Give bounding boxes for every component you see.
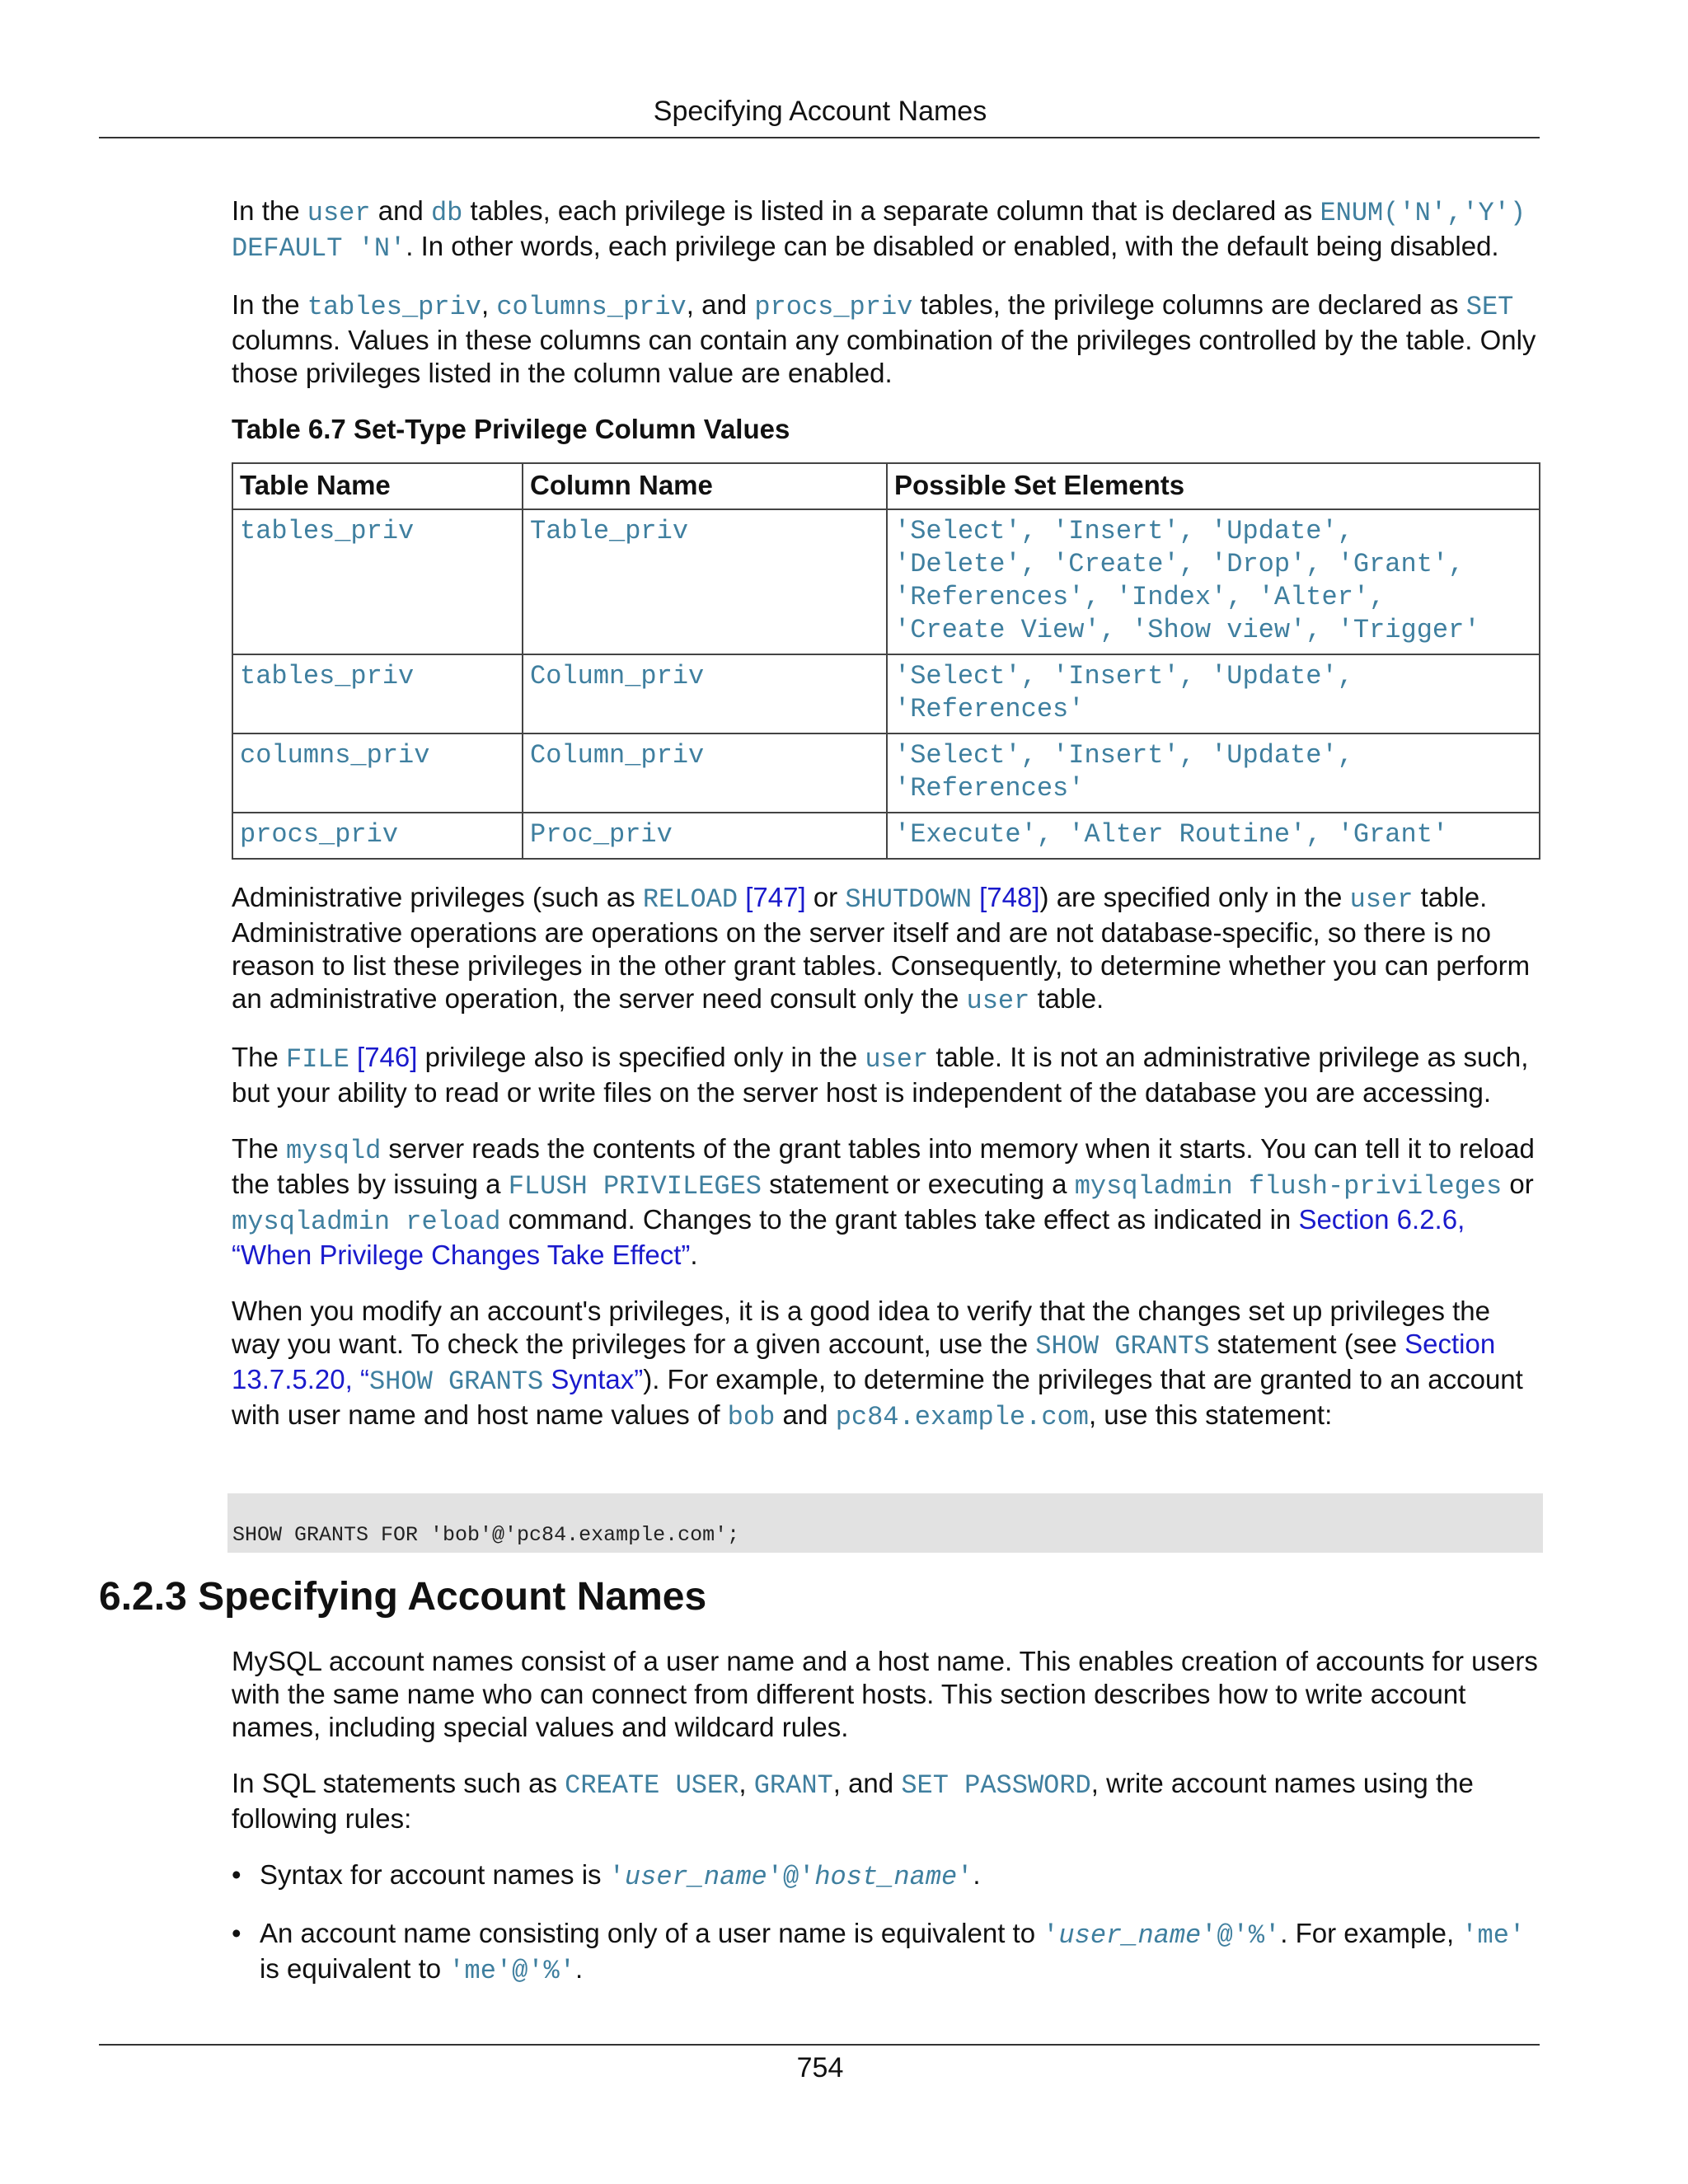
text: An account name consisting only of a user name is equivalent to xyxy=(260,1918,1043,1948)
code-columns-priv: columns_priv xyxy=(496,292,687,322)
text: , and xyxy=(686,289,755,320)
set-line: 'References', 'Index', 'Alter', xyxy=(894,582,1386,612)
text: or xyxy=(805,882,846,912)
set-line: 'Delete', 'Create', 'Drop', 'Grant', xyxy=(894,549,1465,579)
cell-table-name: tables_priv xyxy=(232,654,523,733)
text: . For example, xyxy=(1280,1918,1462,1948)
text: privilege also is specified only in the xyxy=(417,1042,865,1072)
code-host: pc84.example.com xyxy=(835,1402,1089,1432)
code-quote: '@' xyxy=(767,1862,815,1892)
code-quote: ' xyxy=(957,1862,973,1892)
table-row xyxy=(232,733,1540,813)
code-account-default-host xyxy=(1043,1920,1280,1951)
paragraph-show-grants xyxy=(232,1295,1542,1434)
table-row xyxy=(232,509,1540,654)
cell-column-name: Table_priv xyxy=(523,509,887,654)
code-mysqld: mysqld xyxy=(286,1136,382,1166)
code-shutdown: SHUTDOWN xyxy=(845,884,972,915)
set-line: 'Select', 'Insert', 'Update', xyxy=(894,740,1353,771)
code-set-password: SET PASSWORD xyxy=(901,1770,1091,1801)
code-mysqladmin-flush: mysqladmin flush-privileges xyxy=(1074,1171,1503,1202)
paragraph-set-columns xyxy=(232,288,1542,390)
code-flush-privileges: FLUSH PRIVILEGES xyxy=(508,1171,762,1202)
code-grant: GRANT xyxy=(753,1770,833,1801)
link-text: Syntax” xyxy=(543,1364,644,1394)
text: The xyxy=(232,1133,287,1164)
code-user: user xyxy=(307,198,371,228)
bullet-icon: • xyxy=(232,1918,241,1948)
paragraph-mysqld-reload xyxy=(232,1132,1542,1272)
text: table. xyxy=(1029,983,1104,1014)
text: . xyxy=(690,1240,698,1270)
footer-divider xyxy=(99,2044,1540,2046)
code-file: FILE xyxy=(286,1044,349,1075)
text: When you modify an account's privileges, it is a good idea to verify that the changes set up privileges the way you want. To check the privileges for a given account, use the xyxy=(232,1296,1490,1359)
code-user: user xyxy=(865,1044,929,1075)
set-line: 'References' xyxy=(894,773,1085,804)
set-line: 'Create View', 'Show view', 'Trigger' xyxy=(894,615,1480,645)
cell-set-elements xyxy=(887,509,1540,654)
ref-link-748[interactable]: [748] xyxy=(971,882,1040,912)
text: ) are specified only in the xyxy=(1039,882,1350,912)
cell-table-name: procs_priv xyxy=(232,813,523,859)
section-heading: 6.2.3 Specifying Account Names xyxy=(99,1575,707,1619)
table-row xyxy=(232,654,1540,733)
header-column-name: Column Name xyxy=(523,463,887,509)
text: server reads the contents of the grant tables into memory when it starts. You can tell it to reload the tables by issuing a xyxy=(232,1133,1535,1199)
text: statement or executing a xyxy=(761,1169,1075,1199)
cell-set-elements xyxy=(887,654,1540,733)
text: is equivalent to xyxy=(260,1953,449,1984)
cell-column-name: Column_priv xyxy=(523,733,887,813)
header-possible-set-elements: Possible Set Elements xyxy=(887,463,1540,509)
text: , and xyxy=(832,1768,902,1798)
code-account-syntax xyxy=(609,1862,973,1892)
text: or xyxy=(1502,1169,1534,1199)
table-header-row xyxy=(232,463,1540,509)
paragraph-account-names-intro: MySQL account names consist of a user name and a host name. This enables creation of accounts for users with the same name who can connect from different hosts. This section describes how to write account names, including special values and wildcard rules. xyxy=(232,1646,1538,1742)
code-placeholder: user_name xyxy=(1058,1920,1202,1951)
section-link-6-2-6[interactable]: Section 6.2.6, “When Privilege Changes Take Effect” xyxy=(232,1204,1465,1270)
text: , xyxy=(481,289,497,320)
link-text: Section 13.7.5.20, “ xyxy=(232,1329,1496,1394)
text: . xyxy=(574,1953,584,1984)
cell-set-elements xyxy=(887,813,1540,859)
cell-column-name: Column_priv xyxy=(523,654,887,733)
text: The xyxy=(232,1042,287,1072)
paragraph-enum-columns xyxy=(232,194,1542,265)
list-item xyxy=(232,1917,1542,1988)
code-db: db xyxy=(430,198,463,228)
text: and xyxy=(370,195,431,226)
set-line: 'Select', 'Insert', 'Update', xyxy=(894,661,1353,691)
code-set: SET xyxy=(1465,292,1514,322)
ref-link-747[interactable]: [747] xyxy=(738,882,806,912)
text: tables, each privilege is listed in a separate column that is declared as xyxy=(462,195,1320,226)
text: . xyxy=(973,1859,981,1890)
code-me-any-host: 'me'@'%' xyxy=(448,1956,575,1986)
list-item xyxy=(232,1858,1542,1894)
text: , write account names using the following rules: xyxy=(232,1768,1474,1834)
text: and xyxy=(775,1399,836,1430)
code-procs-priv: procs_priv xyxy=(754,292,913,322)
page-number: 754 xyxy=(796,2052,844,2083)
code-create-user: CREATE USER xyxy=(565,1770,739,1801)
text: In SQL statements such as xyxy=(232,1768,565,1798)
code-tables-priv: tables_priv xyxy=(307,292,481,322)
paragraph-file-privilege xyxy=(232,1041,1542,1109)
cell-table-name: columns_priv xyxy=(232,733,523,813)
paragraph-sql-statements xyxy=(232,1767,1542,1835)
text: statement (see xyxy=(1209,1329,1405,1359)
code-user: user xyxy=(1349,884,1414,915)
text: In the xyxy=(232,289,307,320)
cell-set-elements xyxy=(887,733,1540,813)
cell-column-name: Proc_priv xyxy=(523,813,887,859)
paragraph-administrative-privileges xyxy=(232,881,1542,1018)
set-line: 'Select', 'Insert', 'Update', xyxy=(894,516,1353,546)
header-table-name: Table Name xyxy=(232,463,523,509)
text: Syntax for account names is xyxy=(260,1859,609,1890)
table-row xyxy=(232,813,1540,859)
code-bob: bob xyxy=(727,1402,776,1432)
link-code: SHOW GRANTS xyxy=(368,1366,544,1397)
code-user: user xyxy=(966,986,1030,1016)
header-divider xyxy=(99,137,1540,138)
code-example-block: SHOW GRANTS FOR 'bob'@'pc84.example.com'; xyxy=(227,1493,1543,1553)
text: , use this statement: xyxy=(1088,1399,1333,1430)
text: Administrative privileges (such as xyxy=(232,882,643,912)
text: table. It is not an administrative privilege as such, but your ability to read or write files on the server host is independent of the database you are accessing. xyxy=(232,1042,1529,1108)
table-caption: Table 6.7 Set-Type Privilege Column Values xyxy=(232,414,790,444)
running-header: Specifying Account Names xyxy=(653,96,987,127)
bullet-icon: • xyxy=(232,1859,241,1890)
privilege-table xyxy=(232,462,1540,860)
text: table. Administrative operations are operations on the server itself and are not database-specific, so there is no reason to list these privileges in the other grant tables. Consequently, to determine whether you can perform an administrative operation, the server need consult only the xyxy=(232,882,1531,1014)
set-line: 'References' xyxy=(894,694,1085,724)
code-placeholder: user_name xyxy=(624,1862,767,1892)
main-content xyxy=(232,194,1542,1457)
section-content xyxy=(232,1645,1542,2011)
code-quote: ' xyxy=(608,1862,625,1892)
text: tables, the privilege columns are declared as xyxy=(912,289,1466,320)
code-show-grants: SHOW GRANTS xyxy=(1035,1331,1210,1361)
code-quote: ' xyxy=(1043,1920,1059,1951)
text: command. Changes to the grant tables take effect as indicated in xyxy=(500,1204,1299,1235)
code-enum: ENUM('N','Y') DEFAULT 'N' xyxy=(232,198,1526,264)
code-mysqladmin-reload: mysqladmin reload xyxy=(232,1207,501,1237)
text: , xyxy=(738,1768,754,1798)
code-me: 'me' xyxy=(1461,1920,1526,1951)
code-quote: '@'%' xyxy=(1201,1920,1281,1951)
text: ). For example, to determine the privileges that are granted to an account with user name and host name values of xyxy=(232,1364,1523,1430)
set-line: 'Execute', 'Alter Routine', 'Grant' xyxy=(894,819,1449,850)
code-placeholder: host_name xyxy=(814,1862,958,1892)
ref-link-746[interactable]: [746] xyxy=(349,1042,418,1072)
text: columns. Values in these columns can contain any combination of the privileges controlled by the table. Only those privileges listed in the column value are enabled. xyxy=(232,325,1536,388)
text: In the xyxy=(232,195,307,226)
text: . In other words, each privilege can be disabled or enabled, with the default being disabled. xyxy=(406,231,1499,261)
cell-table-name: tables_priv xyxy=(232,509,523,654)
code-reload: RELOAD xyxy=(642,884,738,915)
